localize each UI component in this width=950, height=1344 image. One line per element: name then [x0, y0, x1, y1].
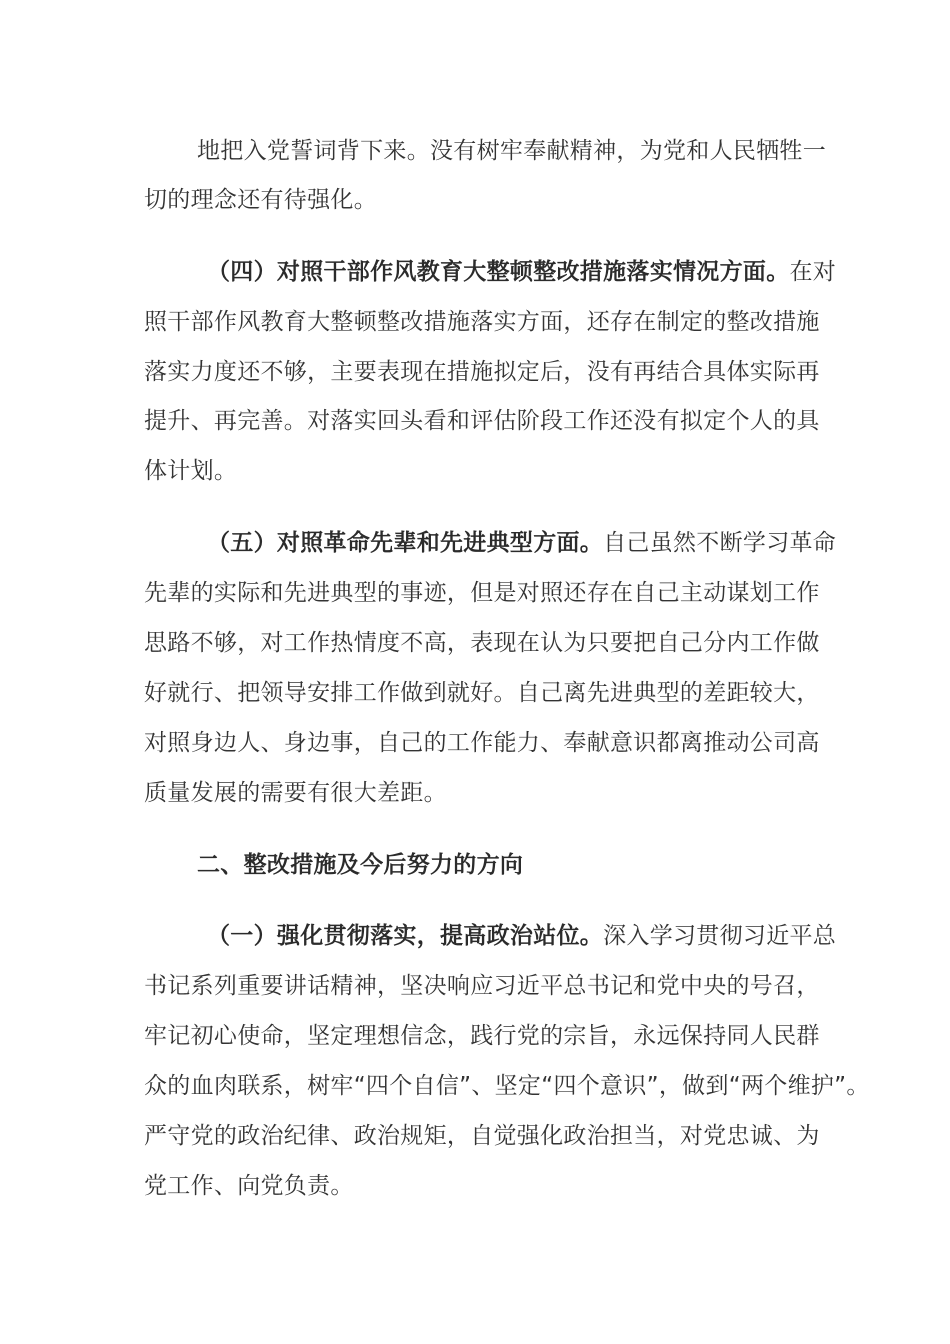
paragraph-1-line-2: 切的理念还有待强化。	[144, 187, 377, 213]
paragraph-4-line-2: 书记系列重要讲话精神，坚决响应习近平总书记和党中央的号召，	[144, 973, 820, 999]
paragraph-3-line-2: 先辈的实际和先进典型的事迹，但是对照还存在自己主动谋划工作	[144, 580, 820, 606]
paragraph-3-line-1	[207, 528, 836, 558]
paragraph-4-line-1	[207, 921, 836, 951]
paragraph-2-line-2: 照干部作风教育大整顿整改措施落实方面，还存在制定的整改措施	[144, 309, 820, 335]
paragraph-4-line-6: 党工作、向党负责。	[144, 1173, 354, 1199]
paragraph-3-line-4: 好就行、把领导安排工作做到就好。自己离先进典型的差距较大，	[144, 680, 820, 706]
paragraph-3-line-1-rest: 自己虽然不断学习革命	[603, 530, 837, 556]
paragraph-4-line-5: 严守党的政治纪律、政治规矩，自觉强化政治担当，对党忠诚、为	[144, 1123, 820, 1149]
paragraph-3-line-5: 对照身边人、身边事，自己的工作能力、奉献意识都离推动公司高	[144, 730, 820, 756]
paragraph-3-line-6: 质量发展的需要有很大差距。	[144, 780, 447, 806]
paragraph-2-line-4: 提升、再完善。对落实回头看和评估阶段工作还没有拟定个人的具	[144, 408, 820, 434]
paragraph-2-heading: （四）对照干部作风教育大整顿整改措施落实情况方面。	[207, 259, 790, 285]
paragraph-4-line-4: 众的血肉联系，树牢“四个自信”、坚定“四个意识”，做到“两个维护”。	[144, 1073, 870, 1099]
paragraph-3-line-3: 思路不够，对工作热情度不高，表现在认为只要把自己分内工作做	[144, 630, 820, 656]
paragraph-2-line-1	[207, 257, 836, 287]
paragraph-4-line-3: 牢记初心使命，坚定理想信念，践行党的宗旨，永远保持同人民群	[144, 1023, 820, 1049]
paragraph-2-line-1-rest: 在对	[789, 259, 837, 285]
paragraph-2-line-5: 体计划。	[144, 458, 238, 484]
paragraph-3-heading: （五）对照革命先辈和先进典型方面。	[207, 530, 604, 556]
paragraph-4-heading: （一）强化贯彻落实，提高政治站位。	[207, 923, 604, 949]
paragraph-4-line-1-rest: 深入学习贯彻习近平总	[603, 923, 837, 949]
section-title: 二、整改措施及今后努力的方向	[197, 852, 524, 878]
paragraph-1-line-1: 地把入党誓词背下来。没有树牢奉献精神，为党和人民牺牲一	[197, 138, 827, 164]
paragraph-2-line-3: 落实力度还不够，主要表现在措施拟定后，没有再结合具体实际再	[144, 359, 820, 385]
